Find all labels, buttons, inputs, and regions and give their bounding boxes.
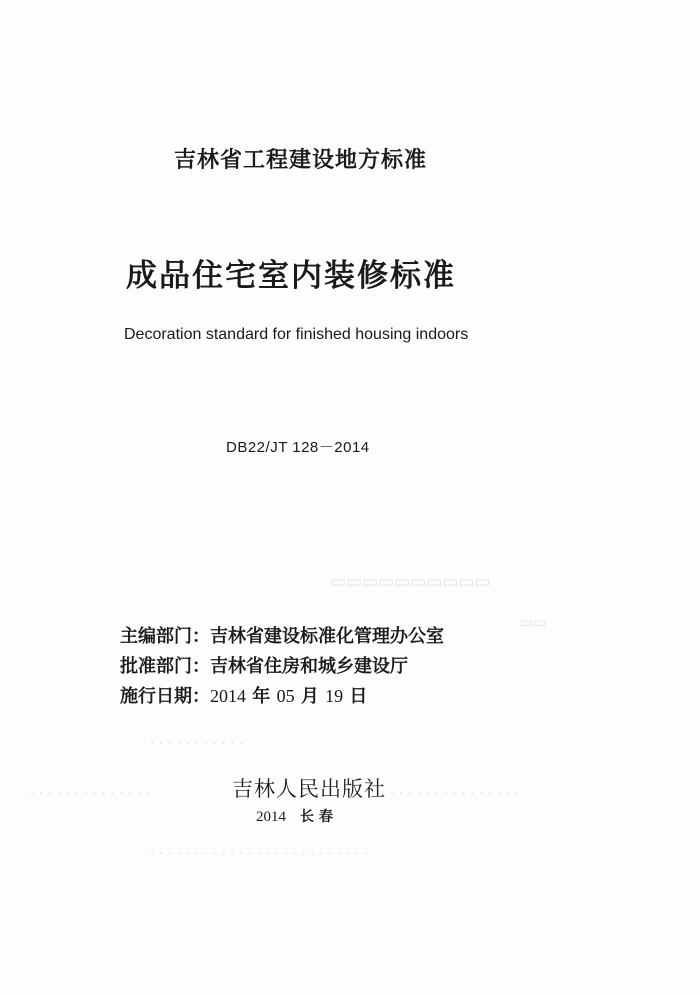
effective-day: 19 [325,686,344,706]
document-title-en: Decoration standard for finished housing indoors [124,326,469,343]
publish-info [256,806,333,826]
document-title-cn: 成品住宅室内装修标准 [126,258,456,294]
effective-date-label: 施行日期： [120,686,210,707]
effective-date-row [120,682,367,708]
publish-city: 长 春 [300,809,333,825]
editor-value: 吉林省建设标准化管理办公室 [210,626,444,647]
standard-series-heading: 吉林省工程建设地方标准 [174,148,428,173]
standard-number: DB22/JT 128－2014 [226,439,370,456]
day-char: 日 [349,686,368,707]
bleed-through-mark: ▭▭▭▭▭▭▭▭▭▭ [330,572,491,592]
approver-department-row [120,652,408,678]
year-char: 年 [252,686,271,707]
bleed-through-mark: ▭▭ [520,615,547,631]
approver-label: 批准部门： [120,656,210,677]
bleed-through-mark: · · · · · · · · · · · [150,736,244,752]
bleed-through-mark: · · · · · · · · · · · · · · · · · · · · · · · · · [150,846,369,862]
bleed-through-mark: · · · · · · · · · · · · · · [30,786,151,802]
publish-year: 2014 [256,809,286,825]
month-char: 月 [300,686,319,707]
effective-month: 05 [276,686,295,706]
editor-department-row [120,622,444,648]
editor-label: 主编部门： [120,626,210,647]
effective-year: 2014 [210,686,246,706]
bleed-through-mark: · · · · · · · · · · · · · · · [390,786,520,802]
publisher-name: 吉林人民出版社 [232,777,386,801]
approver-value: 吉林省住房和城乡建设厅 [210,656,408,677]
